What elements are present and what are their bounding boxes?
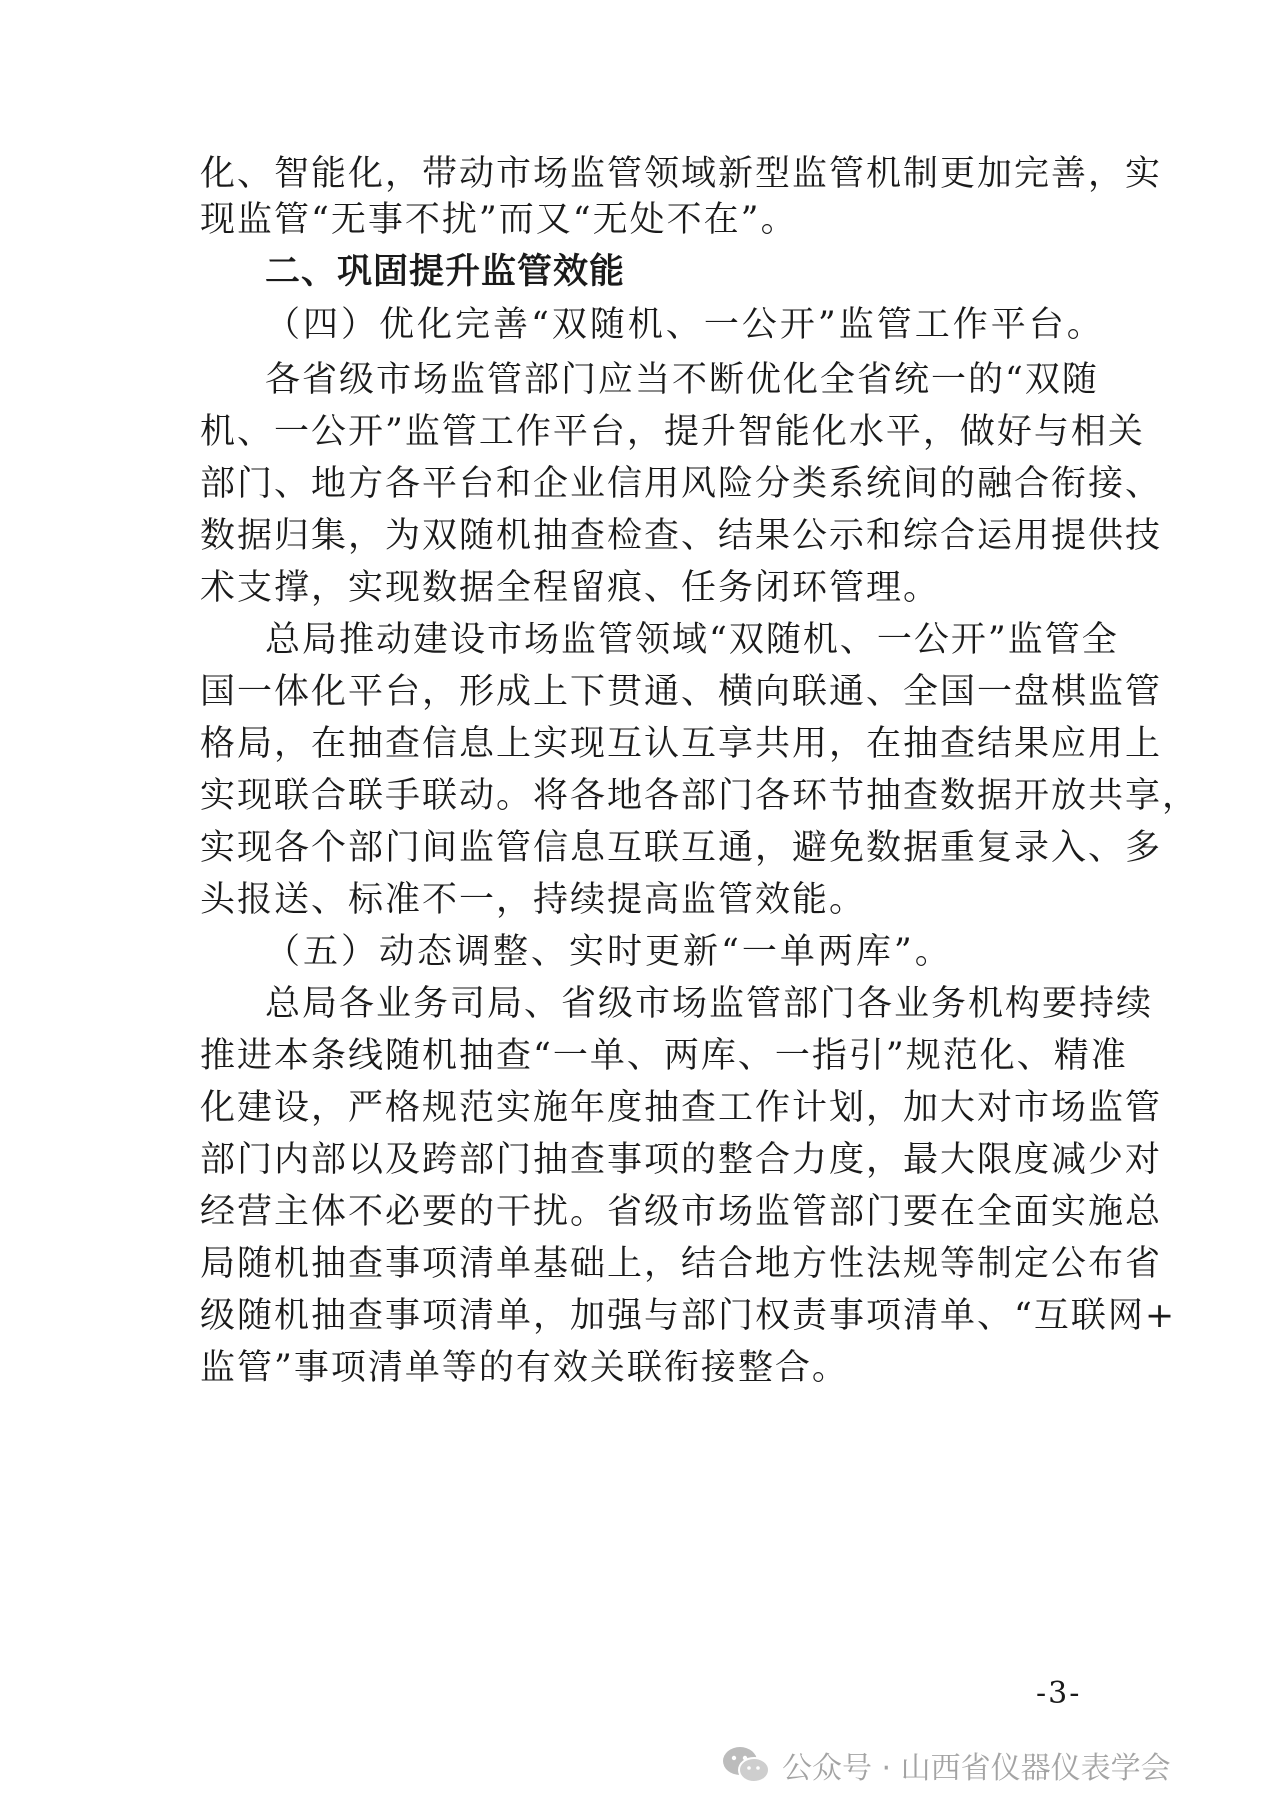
subsection-heading: （五）动态调整、实时更新“一单两库”。: [265, 932, 953, 972]
body-text-line: 各省级市场监管部门应当不断优化全省统一的“双随: [265, 360, 1099, 400]
body-text-line: 国一体化平台，形成上下贯通、横向联通、全国一盘棋监管: [200, 672, 1163, 712]
subsection-heading: （四）优化完善“双随机、一公开”监管工作平台。: [265, 305, 1105, 345]
body-text-line: 部门、地方各平台和企业信用风险分类系统间的融合衔接、: [200, 464, 1163, 504]
body-text-line: 总局推动建设市场监管领域“双随机、一公开”监管全: [265, 620, 1119, 660]
body-text-line: 级随机抽查事项清单，加强与部门权责事项清单、“互联网+: [200, 1296, 1177, 1336]
watermark-text: 公众号 · 山西省仪器仪表学会: [782, 1751, 1171, 1786]
body-text-line: 监管”事项清单等的有效关联衔接整合。: [200, 1348, 849, 1388]
page-number: -3-: [1036, 1676, 1082, 1711]
body-text-line: 总局各业务司局、省级市场监管部门各业务机构要持续: [265, 984, 1154, 1024]
body-text-line: 化建设，严格规范实施年度抽查工作计划，加大对市场监管: [200, 1088, 1163, 1128]
body-text-line: 头报送、标准不一，持续提高监管效能。: [200, 880, 867, 920]
body-text-line: 局随机抽查事项清单基础上，结合地方性法规等制定公布省: [200, 1244, 1163, 1284]
body-text-line: 化、智能化，带动市场监管领域新型监管机制更加完善，实: [200, 154, 1163, 194]
body-text-line: 格局，在抽查信息上实现互认互享共用，在抽查结果应用上: [200, 724, 1163, 764]
body-text-line: 推进本条线随机抽查“一单、两库、一指引”规范化、精准: [200, 1036, 1128, 1076]
body-text-line: 数据归集，为双随机抽查检查、结果公示和综合运用提供技: [200, 516, 1163, 556]
body-text-line: 机、一公开”监管工作平台，提升智能化水平，做好与相关: [200, 412, 1145, 452]
body-text-line: 术支撑，实现数据全程留痕、任务闭环管理。: [200, 568, 941, 608]
body-text-line: 现监管“无事不扰”而又“无处不在”。: [200, 200, 798, 240]
body-text-line: 经营主体不必要的干扰。省级市场监管部门要在全面实施总: [200, 1192, 1163, 1232]
section-heading: 二、巩固提升监管效能: [265, 252, 626, 292]
watermark: [720, 1740, 1171, 1790]
wechat-icon: [720, 1743, 772, 1787]
body-text-line: 部门内部以及跨部门抽查事项的整合力度，最大限度减少对: [200, 1140, 1163, 1180]
body-text-line: 实现各个部门间监管信息互联互通，避免数据重复录入、多: [200, 828, 1163, 868]
body-text-line: 实现联合联手联动。将各地各部门各环节抽查数据开放共享，: [200, 776, 1200, 816]
